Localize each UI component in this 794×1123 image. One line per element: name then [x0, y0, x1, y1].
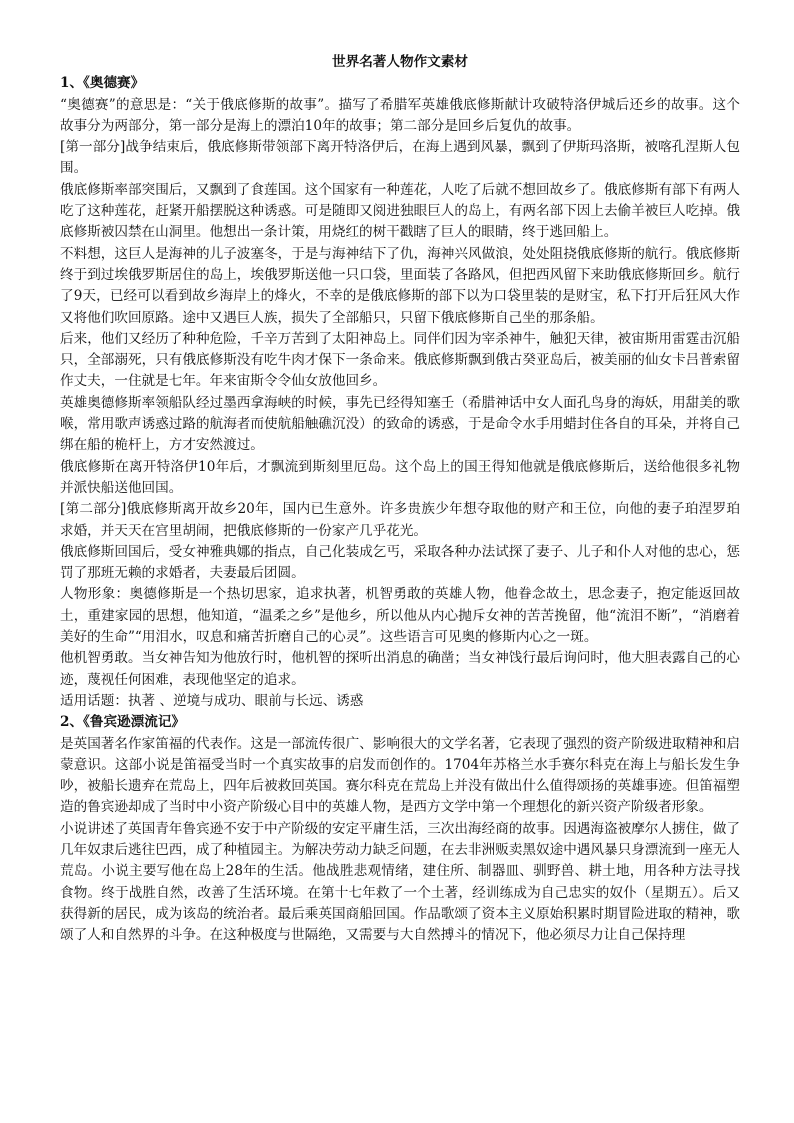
- paragraph: “奥德赛”的意思是：“关于俄底修斯的故事”。描写了希腊军英雄俄底修斯献计攻破特洛伊城后还乡的故事。这个故事分为两部分，第一部分是海上的漂泊10年的故事；第二部分是回乡后复仇的故事。: [60, 96, 740, 134]
- paragraph: 俄底修斯在离开特洛伊10年后，才飘流到斯刻里厄岛。这个岛上的国王得知他就是俄底修斯后，送给他很多礼物并派快船送他回国。: [60, 458, 740, 496]
- paragraph: 后来，他们又经历了种种危险，千辛万苦到了太阳神岛上。同伴们因为宰杀神牛，触犯天律，被宙斯用雷霆击沉船只，全部溺死，只有俄底修斯没有吃牛肉才保下一条命来。俄底修斯飘到俄古癸亚岛后，被美丽的仙女卡吕普索留作丈夫，一住就是七年。年来宙斯令令仙女放他回乡。: [60, 330, 740, 390]
- paragraph: 适用话题：执著 、逆境与成功、眼前与长远、诱惑: [60, 692, 364, 709]
- paragraph: 小说讲述了英国青年鲁宾逊不安于中产阶级的安定平庸生活，三次出海经商的故事。因遇海盗被摩尔人掳住，做了几年奴隶后逃往巴西，成了种植园主。为解决劳动力缺乏问题，在去非洲贩卖黑奴途中遇风暴只身漂流到一座无人荒岛。小说主要写他在岛上28年的生活。他战胜悲观情绪，建住所、制器皿、驯野兽、耕土地，用各种方法寻找食物。终于战胜自然，改善了生活环境。在第十七年救了一个土著，经训练成为自己忠实的奴仆（星期五）。后又获得新的居民，成为该岛的统治者。最后乘英国商船回国。作品歌颂了资本主义原始积累时期冒险进取的精神，歌颂了人和自然界的斗争。在这种极度与世隔绝，又需要与大自然搏斗的情况下，他必须尽力让自己保持理: [60, 820, 740, 944]
- document-page: [60, 52, 740, 946]
- paragraph: 人物形象：奥德修斯是一个热切思家，追求执著，机智勇敢的英雄人物，他眷念故土，思念妻子，抱定能返回故土，重建家园的思想，他知道，“温柔之乡”是他乡，所以他从内心抛斥女神的苦苦挽留，他“流泪不断”，“消磨着美好的生命”“用泪水，叹息和痛苦折磨自己的心灵”。这些语言可见奥的修斯内心之一斑。: [60, 586, 740, 646]
- section-heading: 2、《鲁宾逊漂流记》: [60, 714, 186, 731]
- paragraph: 俄底修斯率部突围后，又飘到了食莲国。这个国家有一种莲花，人吃了后就不想回故乡了。俄底修斯有部下有两人吃了这种莲花，赶紧开船摆脱这种诱惑。可是随即又阅进独眼巨人的岛上，有两名部下因上去偷羊被巨人吃掉。俄底修斯被囚禁在山洞里。他想出一条计策，用烧红的树干戳瞎了巨人的眼睛，终于逃回船上。: [60, 181, 740, 241]
- paragraph: [第二部分]俄底修斯离开故乡20年，国内已生意外。许多贵族少年想夺取他的财产和王位，向他的妻子珀涅罗珀求婚，并天天在宫里胡闹，把俄底修斯的一份家产几乎花光。: [60, 501, 740, 539]
- paragraph: 俄底修斯回国后，受女神雅典娜的指点，自己化装成乞丐，采取各种办法试探了妻子、儿子和仆人对他的忠心，惩罚了那班无赖的求婚者，夫妻最后团圆。: [60, 543, 740, 582]
- document-title: 世界名著人物作文素材: [332, 54, 468, 70]
- paragraph: 英雄奥德修斯率领船队经过墨西拿海峡的时候，事先已经得知塞壬（希腊神话中女人面孔鸟身的海妖，用甜美的歌喉，常用歌声诱惑过路的航海者而使航船触礁沉没）的致命的诱惑，于是命令水手用蜡封住各自的耳朵，并将自己绑在船的桅杆上，方才安然渡过。: [60, 394, 740, 454]
- paragraph: 是英国著名作家笛福的代表作。这是一部流传很广、影响很大的文学名著，它表现了强烈的资产阶级进取精神和启蒙意识。这部小说是笛福受当时一个真实故事的启发而创作的。1704年苏格兰水手赛尔科克在海上与船长发生争吵，被船长遗弃在荒岛上，四年后被救回英国。赛尔科克在荒岛上并没有做出什么值得颂扬的英雄事迹。但笛福塑造的鲁宾逊却成了当时中小资产阶级心目中的英雄人物，是西方文学中第一个理想化的新兴资产阶级者形象。: [60, 735, 740, 816]
- paragraph: 不料想，这巨人是海神的儿子波塞冬，于是与海神结下了仇，海神兴风做浪，处处阻挠俄底修斯的航行。俄底修斯终于到过埃俄罗斯居住的岛上，埃俄罗斯送他一只口袋，里面装了各路风，但把西风留下来助俄底修斯回乡。航行了9天，已经可以看到故乡海岸上的烽火，不幸的是俄底修斯的部下以为口袋里装的是财宝，私下打开后狂风大作又将他们吹回原路。途中又遇巨人族，损失了全部船只，只留下俄底修斯自己坐的那条船。: [60, 245, 740, 326]
- section-robinson-crusoe: [60, 712, 740, 946]
- paragraph: 他机智勇敢。当女神告知为他放行时，他机智的探听出消息的确凿；当女神饯行最后询问时，他大胆表露自己的心迹，蔑视任何困难，表现他坚定的追求。: [60, 650, 740, 688]
- paragraph: [第一部分]战争结束后，俄底修斯带领部下离开特洛伊后，在海上遇到风暴，飘到了伊斯玛洛斯，被喀孔涅斯人包围。: [60, 139, 740, 177]
- section-heading: 1、《奥德赛》: [60, 75, 145, 92]
- section-odyssey: [60, 73, 740, 712]
